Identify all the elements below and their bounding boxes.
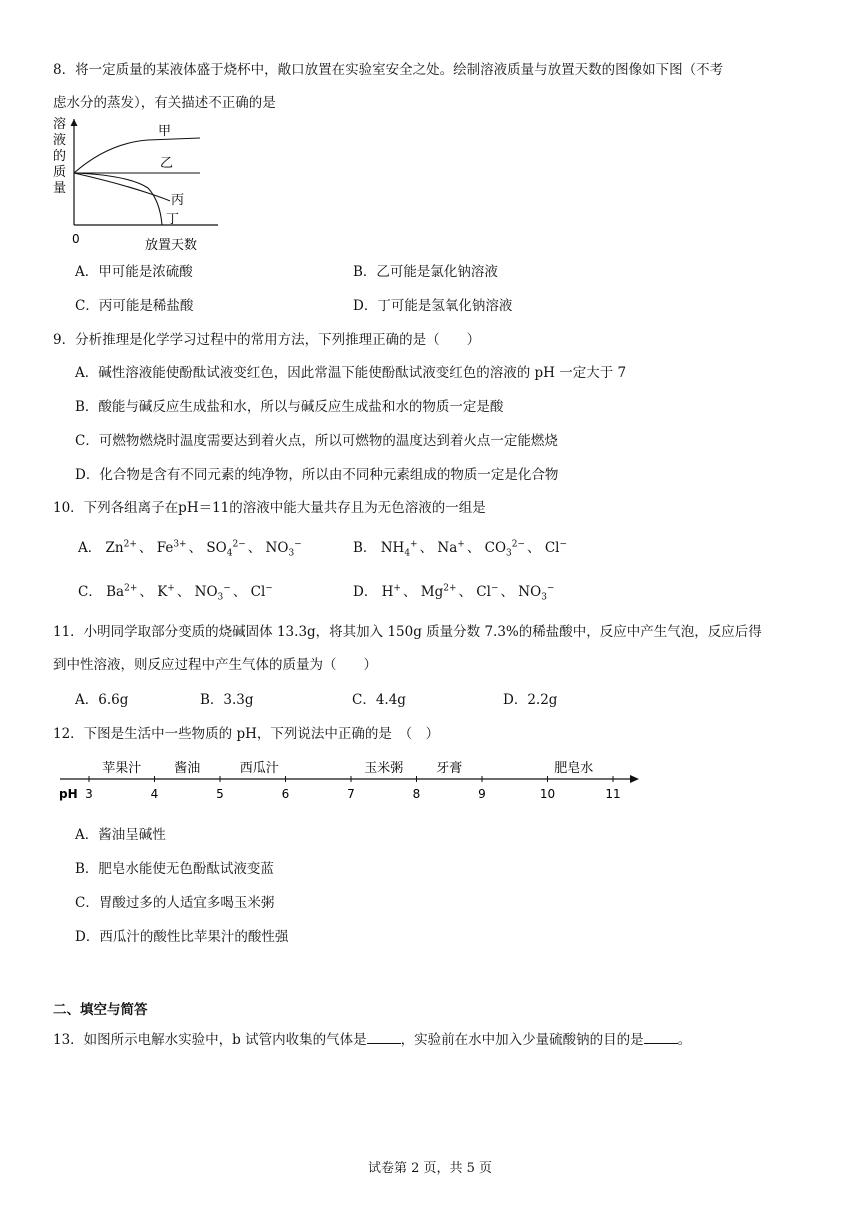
ion: $NH_4^+$ xyxy=(380,539,418,559)
ph-tick-label: 10 xyxy=(539,787,556,801)
ion: K+ xyxy=(157,583,175,600)
q12-option-a[interactable]: A．酱油呈碱性 xyxy=(75,827,166,843)
ion: $Fe^{3+}$ xyxy=(156,539,187,556)
ion: $CO_3^{2-}$ xyxy=(484,539,526,559)
q12-ph-scale xyxy=(55,752,655,804)
q8-option-c[interactable]: C．丙可能是稀盐酸 xyxy=(75,298,194,314)
q9-stem: 9．分析推理是化学学习过程中的常用方法，下列推理正确的是（ ） xyxy=(53,332,481,348)
ph-substance-label: 苹果汁 xyxy=(102,761,142,776)
ion: $NO_3^-$ xyxy=(194,583,231,603)
ion: $Mg^{2+}$ xyxy=(420,583,457,600)
q8-ylabel-char: 量 xyxy=(53,181,67,196)
q8-option-a[interactable]: A．甲可能是浓硫酸 xyxy=(75,264,193,280)
ph-tick-label: 11 xyxy=(605,787,621,801)
ph-substance-label: 肥皂水 xyxy=(554,761,594,776)
ph-tick-label: 6 xyxy=(281,787,290,801)
q9-option-d[interactable]: D．化合物是含有不同元素的纯净物，所以由不同种元素组成的物质一定是化合物 xyxy=(75,467,559,483)
ph-substance-label: 酱油 xyxy=(174,761,201,776)
q8-stem-line2: 虑水分的蒸发），有关描述不正确的是 xyxy=(53,95,276,111)
q13-stem: 13．如图所示电解水实验中，b 试管内收集的气体是 ，实验前在水中加入少量硫酸钠的目的是 。 xyxy=(53,1029,691,1050)
q9-option-c[interactable]: C．可燃物燃烧时温度需要达到着火点，所以可燃物的温度达到着火点一定能燃烧 xyxy=(75,433,558,449)
q11-option-a[interactable]: A．6.6g xyxy=(75,692,129,708)
q8-option-b[interactable]: B．乙可能是氯化钠溶液 xyxy=(353,264,498,280)
ion: $NO_3^-$ xyxy=(518,583,555,603)
ph-axis-arrow xyxy=(630,775,639,783)
ph-substance-label: 玉米粥 xyxy=(364,761,404,776)
q8-ylabel-char: 质 xyxy=(53,165,67,180)
q8-ylabel-char: 液 xyxy=(53,133,67,148)
q10-option-a[interactable]: A． $Zn^{2+}$ 、 $Fe^{3+}$ 、 $SO_4^{2-}$ 、 $NO_3^-$ xyxy=(78,539,302,559)
q10-stem: 10．下列各组离子在pH＝11的溶液中能大量共存且为无色溶液的一组是 xyxy=(53,500,486,516)
q9-option-b[interactable]: B．酸能与碱反应生成盐和水，所以与碱反应生成盐和水的物质一定是酸 xyxy=(75,399,504,415)
ion: Na+ xyxy=(437,539,465,556)
q12-stem: 12．下图是生活中一些物质的 pH，下列说法中正确的是 （ ） xyxy=(53,726,440,742)
q11-stem-line1: 11．小明同学取部分变质的烧碱固体 13.3g，将其加入 150g 质量分数 7.3%的稀盐酸中，反应中产生气泡，反应后得 xyxy=(53,624,762,640)
ph-tick-label: 8 xyxy=(412,787,421,801)
q11-option-c[interactable]: C．4.4g xyxy=(352,692,406,708)
q8-option-d[interactable]: D．丁可能是氢氧化钠溶液 xyxy=(353,298,513,314)
page-footer: 试卷第 2 页，共 5 页 xyxy=(367,1161,493,1176)
ion: Cl− xyxy=(250,583,273,600)
ion: $NO_3^-$ xyxy=(265,539,302,559)
answer-blank-1[interactable] xyxy=(367,1029,401,1044)
ph-tick-label: 5 xyxy=(216,787,224,801)
ph-substance-label: 西瓜汁 xyxy=(239,761,279,776)
q8-mass-time-graph xyxy=(48,113,228,256)
q8-curve-label-jia: 甲 xyxy=(158,124,172,139)
ph-tick-label: 9 xyxy=(478,787,486,801)
ion: $Zn^{2+}$ xyxy=(105,539,137,556)
q8-curve-label-ding: 丁 xyxy=(166,212,180,227)
section-heading: 二、填空与简答 xyxy=(53,1002,148,1018)
q10-option-b[interactable]: B． $NH_4^+$ 、 Na+ 、 $CO_3^{2-}$ 、 Cl− xyxy=(353,539,568,559)
ion: $Ba^{2+}$ xyxy=(106,583,138,600)
ph-tick-label: 4 xyxy=(150,787,159,801)
q12-option-d[interactable]: D．西瓜汁的酸性比苹果汁的酸性强 xyxy=(75,929,289,945)
q10-option-c[interactable]: C． $Ba^{2+}$ 、 K+ 、 $NO_3^-$ 、 Cl− xyxy=(78,583,273,603)
q8-curve-jia xyxy=(74,138,200,173)
ion: H+ xyxy=(381,583,401,600)
q8-ylabel-char: 的 xyxy=(53,149,67,164)
q9-option-a[interactable]: A．碱性溶液能使酚酞试液变红色，因此常温下能使酚酞试液变红色的溶液的 pH 一定大于 7 xyxy=(75,365,627,381)
ion: Cl− xyxy=(544,539,568,556)
ion: $SO_4^{2-}$ xyxy=(206,539,246,559)
ph-tick-label: 3 xyxy=(85,787,93,801)
ph-tick-label: 7 xyxy=(347,787,355,801)
ion: Cl− xyxy=(476,583,499,600)
ph-axis-prefix: pH xyxy=(59,787,78,801)
ph-substance-label: 牙膏 xyxy=(436,761,463,776)
q12-option-c[interactable]: C．胃酸过多的人适宜多喝玉米粥 xyxy=(75,895,275,911)
q8-curve-bing xyxy=(74,173,170,201)
q8-curve-ding xyxy=(74,173,162,225)
q8-stem-line1: 8．将一定质量的某液体盛于烧杯中，敞口放置在实验室安全之处。绘制溶液质量与放置天数的图像如下图（不考 xyxy=(53,62,724,78)
q8-xlabel: 放置天数 xyxy=(145,238,198,253)
answer-blank-2[interactable] xyxy=(644,1029,678,1044)
q11-option-d[interactable]: D．2.2g xyxy=(503,692,558,708)
q8-ylabel-char: 溶 xyxy=(53,117,67,132)
q8-curve-label-bing: 丙 xyxy=(171,193,185,208)
q8-origin: 0 xyxy=(72,232,80,246)
q10-option-d[interactable]: D． H+ 、 $Mg^{2+}$ 、 Cl− 、 $NO_3^-$ xyxy=(353,583,555,603)
q11-stem-line2: 到中性溶液，则反应过程中产生气体的质量为（ ） xyxy=(53,657,377,673)
q8-curve-label-yi: 乙 xyxy=(160,156,174,171)
q11-option-b[interactable]: B．3.3g xyxy=(200,692,254,708)
q12-option-b[interactable]: B．肥皂水能使无色酚酞试液变蓝 xyxy=(75,861,274,877)
